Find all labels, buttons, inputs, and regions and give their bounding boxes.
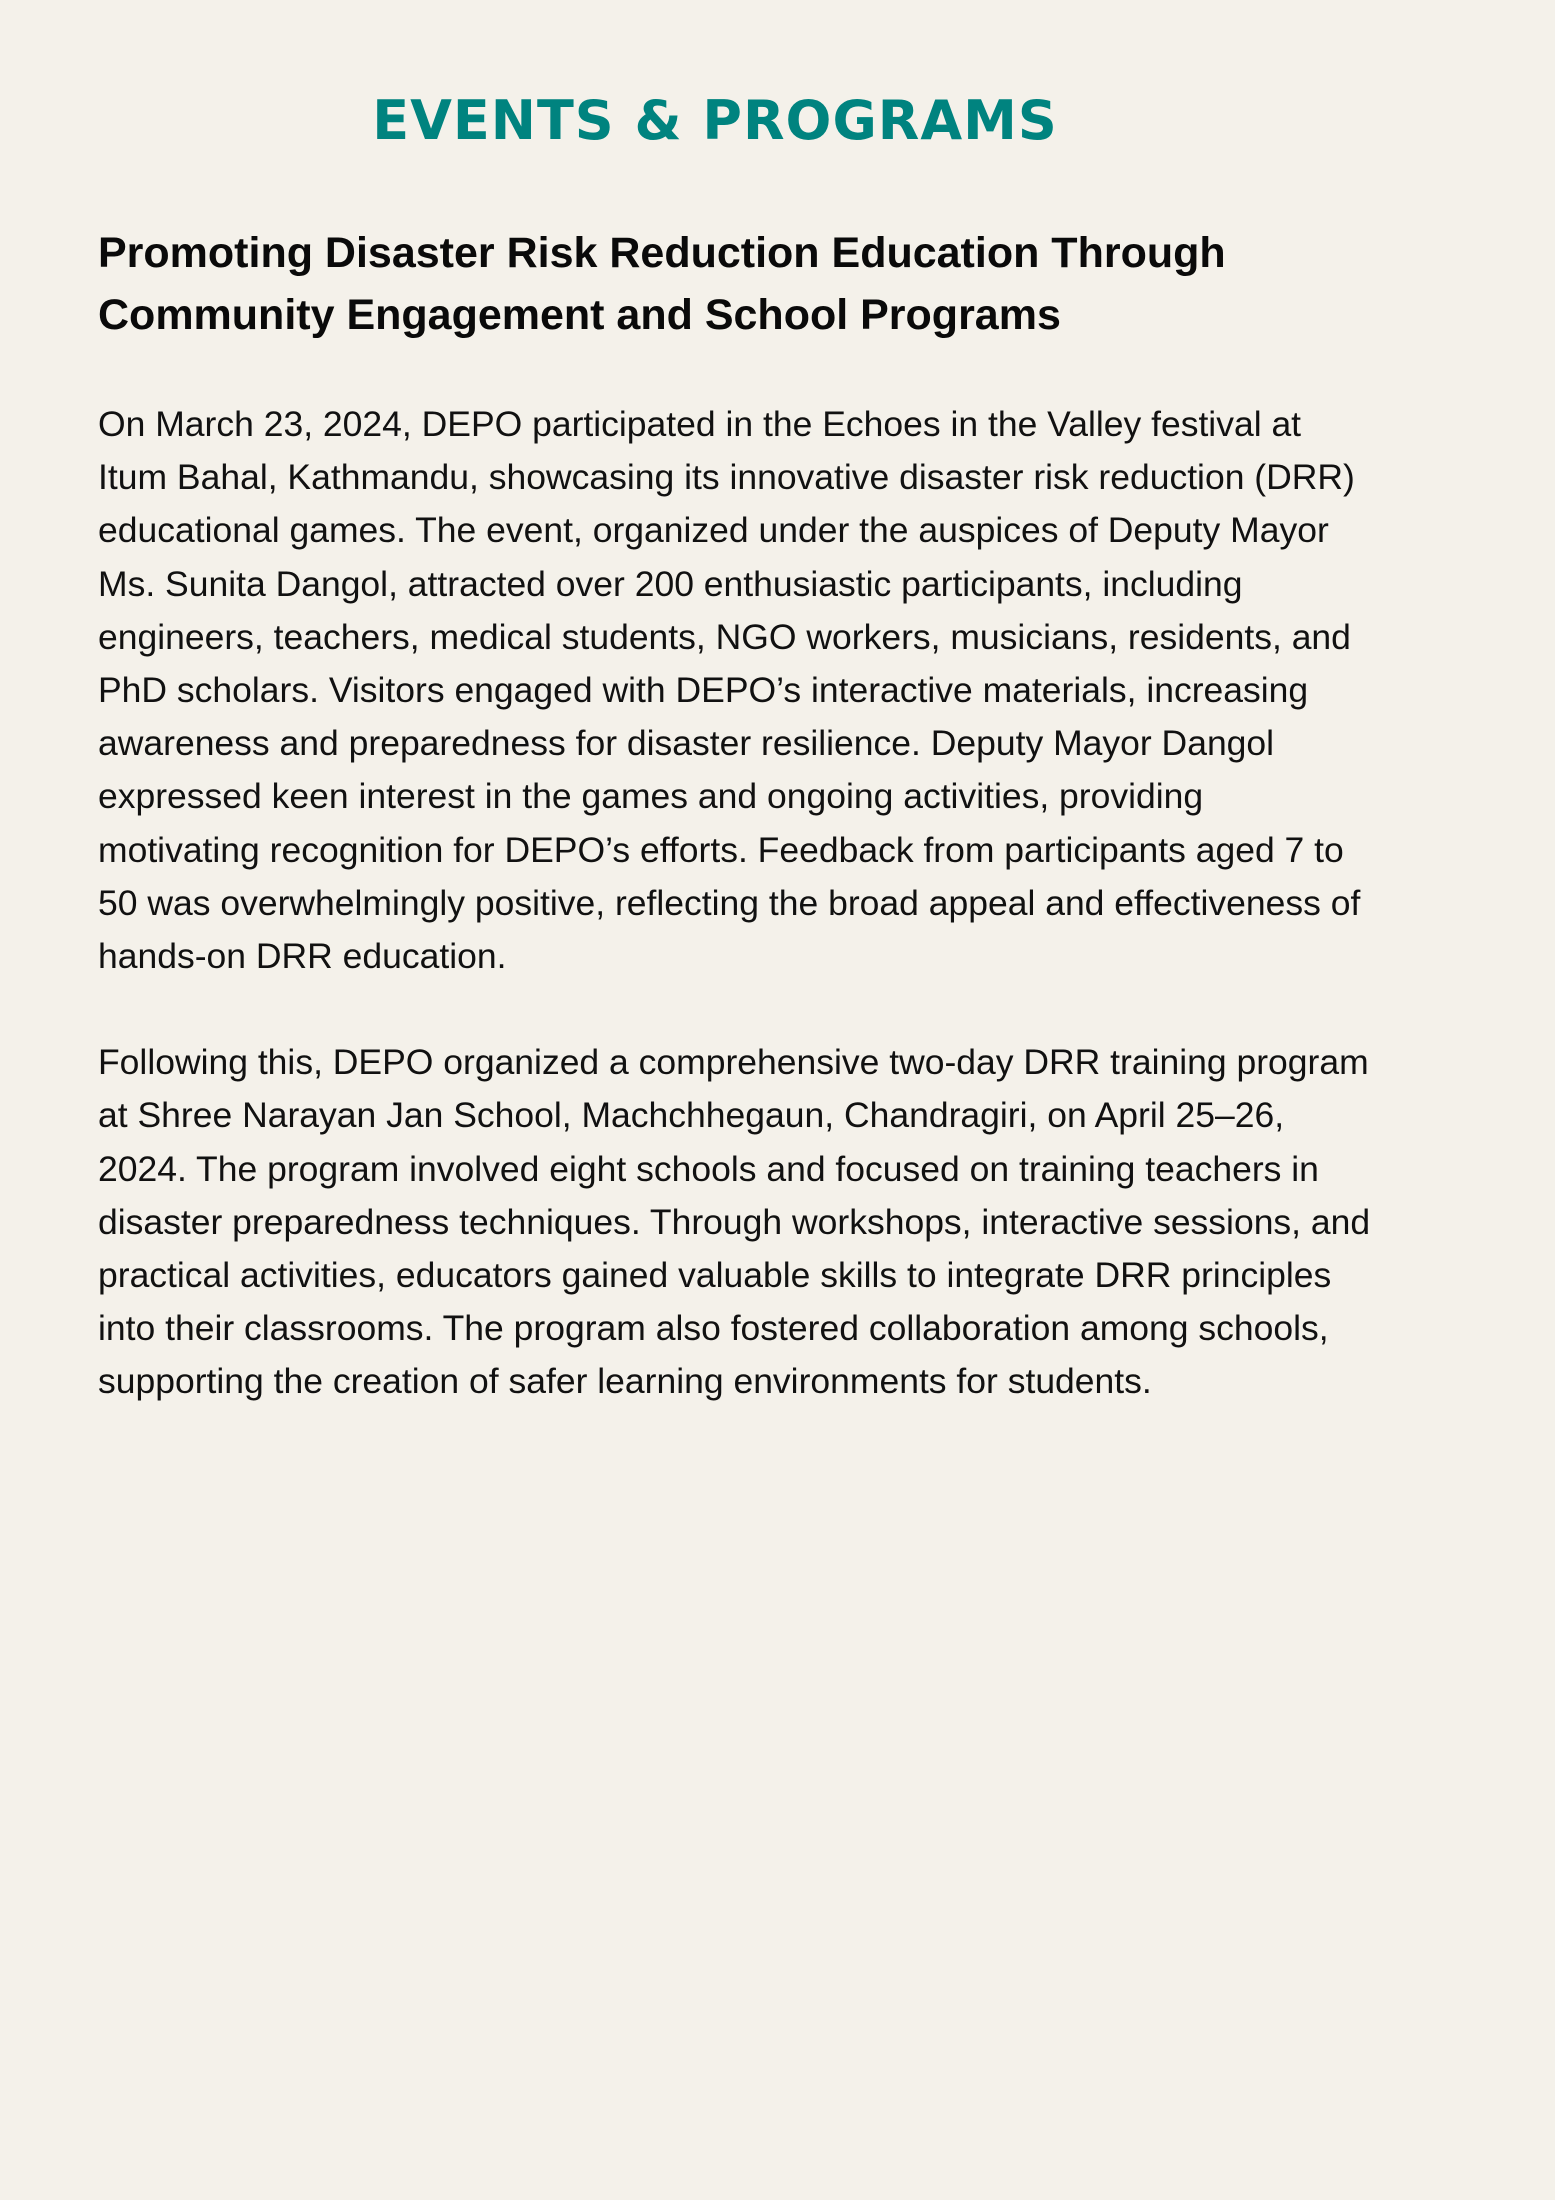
paragraph-line: educational games. The event, organized under the auspices of Deputy Mayor (98, 510, 1329, 551)
section-title: EVENTS & PROGRAMS (372, 89, 1058, 152)
paragraph-line: 50 was overwhelmingly positive, reflecting the broad appeal and effectiveness of (98, 882, 1361, 923)
article (98, 222, 1498, 1409)
paragraph-line: into their classrooms. The program also fostered collaboration among schools, (98, 1308, 1329, 1349)
paragraph-line: practical activities, educators gained valuable skills to integrate DRR principles (98, 1255, 1332, 1296)
paragraph-line: PhD scholars. Visitors engaged with DEPO’s interactive materials, increasing (98, 670, 1309, 711)
paragraph-line: Ms. Sunita Dangol, attracted over 200 enthusiastic participants, including (98, 563, 1243, 604)
paragraph-line: supporting the creation of safer learning environments for students. (98, 1361, 1152, 1402)
paragraph-line: On March 23, 2024, DEPO participated in the Echoes in the Valley festival at (98, 404, 1302, 444)
article-heading-line: Community Engagement and School Programs (98, 291, 1061, 339)
article-heading (98, 222, 1498, 346)
paragraph-line: Following this, DEPO organized a comprehensive two-day DRR training program (98, 1042, 1369, 1083)
paragraph-line: at Shree Narayan Jan School, Machchhegaun, Chandragiri, on April 25–26, (98, 1095, 1285, 1136)
paragraph-line: disaster preparedness techniques. Through workshops, interactive sessions, and (98, 1201, 1371, 1242)
paragraph-line: motivating recognition for DEPO’s efforts. Feedback from participants aged 7 to (98, 829, 1344, 870)
paragraph-line: engineers, teachers, medical students, NGO workers, musicians, residents, and (98, 616, 1351, 657)
paragraph-echoes-festival (98, 398, 1498, 983)
paragraph-line: expressed keen interest in the games and ongoing activities, providing (98, 776, 1204, 817)
paragraph-line: 2024. The program involved eight schools and focused on training teachers in (98, 1148, 1319, 1189)
paragraph-line: awareness and preparedness for disaster resilience. Deputy Mayor Dangol (98, 723, 1275, 764)
paragraph-line: hands-on DRR education. (98, 936, 507, 977)
article-heading-line: Promoting Disaster Risk Reduction Education Through (98, 229, 1226, 277)
paragraph-training-program (98, 1036, 1498, 1408)
paragraph-line: Itum Bahal, Kathmandu, showcasing its innovative disaster risk reduction (DRR) (98, 457, 1355, 498)
